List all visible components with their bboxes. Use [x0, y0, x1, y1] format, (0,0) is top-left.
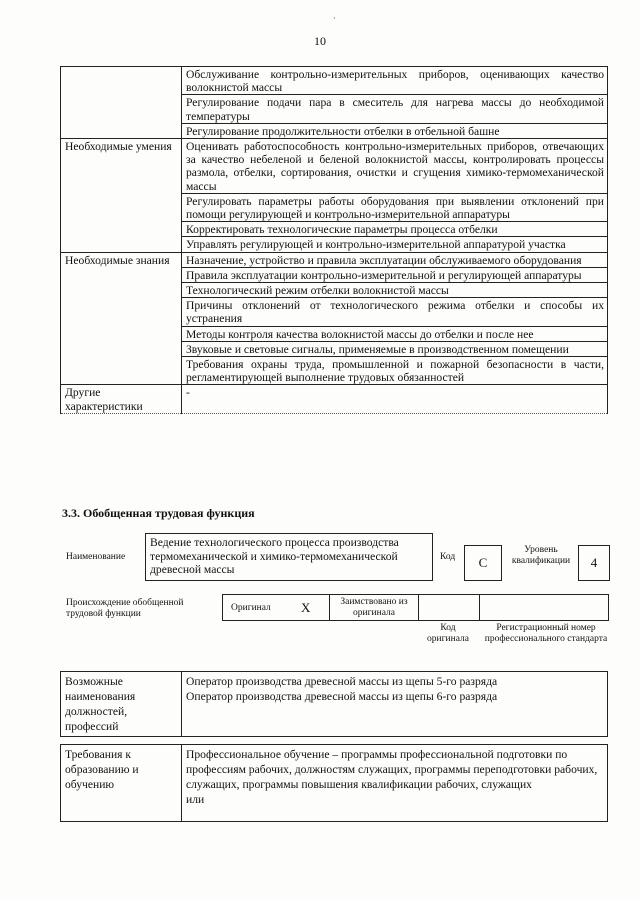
row-label-skills: Необходимые умения — [61, 139, 182, 253]
reg-number-cell — [479, 594, 609, 621]
table-cell: Причины отклонений от технологического режима отбелки и способы их устранения — [182, 298, 608, 326]
code-box: C — [464, 545, 502, 581]
table-cell: Корректировать технологические параметры процесса отбелки — [182, 222, 608, 237]
competency-table — [60, 66, 608, 414]
list-item: Оператор производства древесной массы из щепы 5-го разряда — [186, 675, 498, 688]
professions-list — [182, 672, 608, 737]
original-label: Оригинал — [231, 603, 271, 613]
table-cell: Управлять регулирующей и контрольно-измерительной аппаратурой участка — [182, 237, 608, 252]
row-label-other: Другие характеристики — [61, 385, 182, 413]
code-original-cell — [418, 594, 480, 621]
list-item: Оператор производства древесной массы из щепы 6-го разряда — [186, 690, 498, 703]
table-cell: Назначение, устройство и правила эксплуатации обслуживаемого оборудования — [182, 252, 608, 267]
table-cell: Обслуживание контрольно-измерительных приборов, оценивающих качество волокнистой массы — [182, 67, 608, 95]
code-label: Код — [440, 552, 456, 562]
education-text: Профессиональное обучение – программы профессиональной подготовки по профессиям рабочих, должностям служащих, программы переподготовки рабочих, служащих, программы повышения квалификации рабочих, служащих — [186, 748, 598, 791]
page-number: 10 — [314, 34, 326, 48]
professions-table — [60, 671, 608, 737]
education-table — [60, 744, 608, 822]
table-cell: Регулирование подачи пара в смеситель для нагрева массы до необходимой температуры — [182, 95, 608, 123]
original-mark: X — [301, 600, 311, 615]
level-box: 4 — [578, 545, 610, 581]
row-label-knowledge: Необходимые знания — [61, 252, 182, 385]
section-title: 3.3. Обобщенная трудовая функция — [62, 506, 255, 520]
table-cell: Звуковые и световые сигналы, применяемые в производственном помещении — [182, 341, 608, 356]
original-cell — [222, 594, 330, 621]
professions-label: Возможные наименования должностей, профессий — [61, 672, 182, 737]
function-name-box: Ведение технологического процесса производства термомеханической и химико-термомеханической древесной массы — [145, 533, 433, 581]
table-cell: Требования охраны труда, промышленной и пожарной безопасности в части, регламентирующей выполнение трудовых обязанностей — [182, 357, 608, 385]
table-cell: Правила эксплуатации контрольно-измерительной и регулирующей аппаратуры — [182, 267, 608, 282]
table-cell: Технологический режим отбелки волокнистой массы — [182, 283, 608, 298]
education-or: или — [186, 793, 205, 806]
table-cell: Методы контроля качества волокнистой массы до отбелки и после нее — [182, 326, 608, 341]
reg-number-label: Регистрационный номер профессионального стандарта — [484, 623, 608, 644]
table-cell: - — [182, 385, 608, 413]
code-original-label: Код оригинала — [427, 623, 469, 644]
row-label — [61, 67, 182, 139]
level-label: Уровень квалификации — [511, 545, 571, 566]
table-cell: Регулирование продолжительности отбелки в отбельной башне — [182, 123, 608, 138]
education-label: Требования к образованию и обучению — [61, 745, 182, 822]
table-cell: Оценивать работоспособность контрольно-измерительных приборов, отвечающих за качество небеленой и беленой волокнистой массы, контролировать процессы размола, отбелки, сортирования, очистки и сгущения химико-термомеханической массы — [182, 139, 608, 194]
table-cell: Регулировать параметры работы оборудования при выявлении отклонений при помощи регулирующей и контрольно-измерительной аппаратуры — [182, 193, 608, 221]
origin-label: Происхождение обобщенной трудовой функции — [66, 598, 184, 619]
borrowed-cell: Заимствовано из оригинала — [329, 594, 419, 621]
speck: · — [333, 14, 336, 23]
name-label: Наименование — [66, 552, 126, 562]
education-cell — [182, 745, 608, 822]
